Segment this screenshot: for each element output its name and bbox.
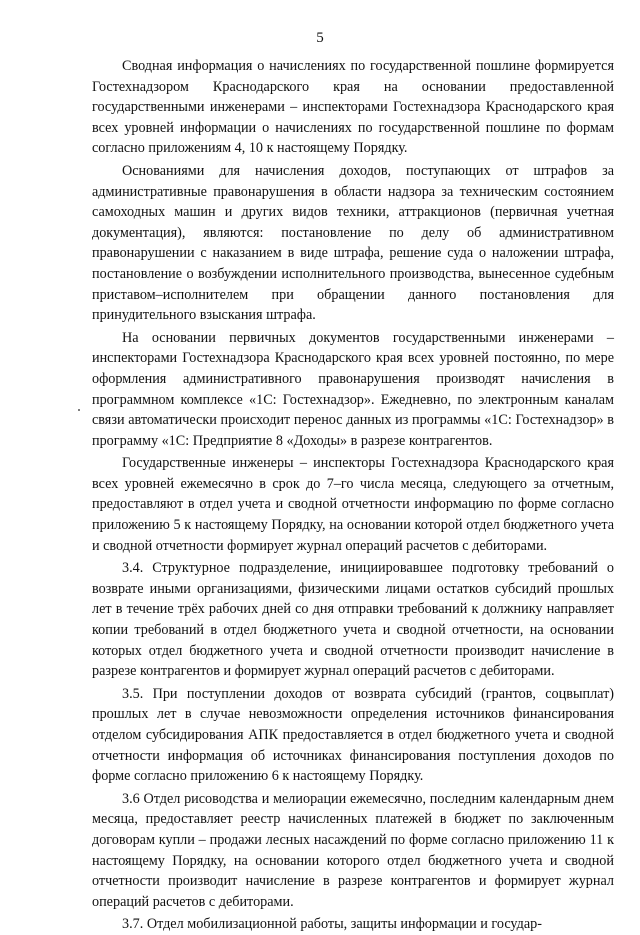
paragraph-fines-basis: Основаниями для начисления доходов, поступающих от штрафов за административные правонарушения в области надзора за техническим состоянием самоходных машин и других видов техники, аттракционов (первичная учетная документация), являются: постановление по делу об административном правонарушении с наказанием в виде штрафа, решение суда о наложении штрафа, постановление о возбуждении исполнительного производства, вынесенное судебным приставом–исполнителем при обращении данного постановления для принудительного взыскания штрафа.: [92, 162, 614, 324]
paragraph-monthly-report: Государственные инженеры – инспекторы Гостехнадзора Краснодарского края всех уровней ежемесячно в срок до 7–го числа месяца, следующего за отчетным, предоставляют в отдел учета и сводной отчетности информацию по форме согласно приложению 5 к настоящему Порядку, на основании которой отдел бюджетного учета и сводной отчетности формирует журнал операций расчетов с дебиторами.: [92, 455, 614, 554]
paragraph-3-7: 3.7. Отдел мобилизационной работы, защиты информации и государ-: [122, 916, 542, 933]
paragraph-3-5: 3.5. При поступлении доходов от возврата субсидий (грантов, соцвыплат) прошлых лет в случае невозможности определения источников финансирования отделом субсидирования АПК предоставляется в отдел бюджетного учета и сводной отчетности информация об источниках финансирования поступления доходов по форме согласно приложению 6 к настоящему Порядку.: [92, 685, 614, 785]
scan-speck: [78, 409, 80, 411]
paragraph-3-6: 3.6 Отдел рисоводства и мелиорации ежемесячно, последним календарным днем месяца, предоставляет реестр начисленных платежей в бюджет по заключенным договорам купли – продажи лесных насаждений по форме согласно приложению 11 к настоящему Порядку, на основании которого отдел бюджетного учета и сводной отчетности производит начисление в разрезе контрагентов и формирует журнал операций расчетов с дебиторами.: [92, 790, 614, 910]
document-body: [92, 56, 614, 935]
page-number: 5: [316, 30, 324, 46]
paragraph-primary-documents: На основании первичных документов государственными инженерами – инспекторами Гостехнадзора Краснодарского края всех уровней постоянно, по мере оформления административного правонарушения производят начисления в программном комплексе «1С: Гостехнадзор». Ежедневно, по электронным каналам связи автоматически происходит перенос данных из программы «1С: Гостехнадзор» в программу «1С: Предприятие 8 «Доходы» в разрезе контрагентов.: [92, 329, 614, 449]
paragraph-state-duty: Сводная информация о начислениях по государственной пошлине формируется Гостехнадзором Краснодарского края на основании предоставленной государственными инженерами – инспекторами Гостехнадзора Краснодарского края всех уровней информации о начислениях по государственной пошлине по формам согласно приложениям 4, 10 к настоящему Порядку.: [92, 58, 614, 157]
paragraph-3-4: 3.4. Структурное подразделение, инициировавшее подготовку требований о возврате иными организациями, физическими лицами остатков субсидий прошлых лет в течение трёх рабочих дней со дня отправки требований к должнику направляет копии требований в отдел бюджетного учета и сводной отчетности, на основании которых отдел бюджетного учета и сводной отчетности производит начисление в разрезе контрагентов и формирует журнал операций расчетов с дебиторами.: [92, 560, 614, 680]
